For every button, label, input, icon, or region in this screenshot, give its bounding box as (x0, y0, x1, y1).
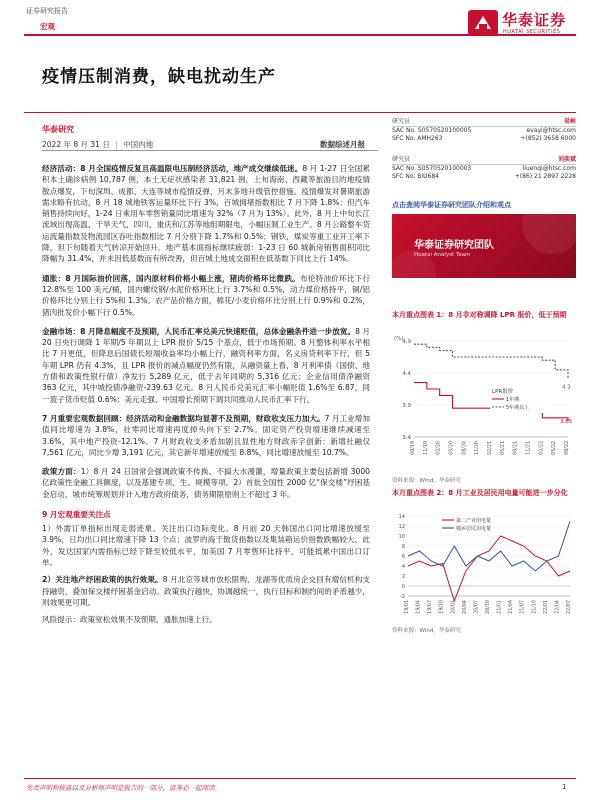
title-divider (24, 112, 576, 113)
chart1-y-tick: 4.9 (402, 339, 411, 345)
chart1-x-tick: 02/20 (436, 441, 442, 455)
chart1-x-tick: 08/21 (513, 441, 519, 455)
para-policy (42, 466, 370, 500)
chart2-svg (392, 512, 576, 624)
chart1-legend-label: 1年期 (506, 397, 520, 403)
chart1-x-tick: 08/19 (411, 441, 416, 455)
chart1-end-label: 3.65 (560, 419, 573, 425)
chart1-legend-label: 5年期以上 (506, 405, 530, 411)
logo-mark-icon (468, 10, 498, 36)
chart2-x-tick: 21/01 (497, 600, 503, 614)
chart1-x-tick: 05/21 (500, 441, 506, 455)
para-focus-1: 1）外需订单指标出现走弱迹象。关注出口边际变化。8 月前 20 天韩国出口同比增速放缓至 3.9%，日均出口同比增速下降 13 个点；波罗的海干散货指数以及集装箱运价指数跌幅较大。此外，发达国家内需指标已经下降至较低水平，加美国 7 月零售环比持平，可能抵累中国出口订单。 (42, 524, 370, 567)
chart2-x-tick: 20/10 (486, 600, 491, 614)
analyst-sac: SAC No. S0570520100003 (392, 165, 472, 172)
chart1-y-tick: 4.4 (402, 371, 411, 377)
chart2-x-tick: 21/10 (532, 600, 538, 614)
analyst-phone: +(852) 3658 6000 (520, 135, 576, 142)
chart2-x-tick: 19/07 (428, 600, 434, 614)
chart2-x-tick: 20/04 (462, 600, 468, 614)
para-focus-2 (42, 574, 370, 608)
chart2-x-tick: 19/04 (416, 600, 422, 614)
analyst-role: 研究员 (392, 156, 411, 163)
para-inflation-body: 布伦特油价环比下行 12.8%至 100 美元/桶，国内螺纹钢/水泥价格环比上行 3.7%和 0.5%，动力煤价格持平，铜/铝价格环比分别上行 5%和 1.3%。农产品价格方面，棉花/小麦价格环比分别上行 0.9%和 0.2%，猪肉批发价小幅下行 0.5%。 (42, 273, 370, 317)
chart2-x-tick: 19/10 (439, 600, 445, 614)
chart2-x-tick: 22/04 (555, 600, 561, 614)
analyst-sfc: SFC No. AMH263 (392, 135, 443, 142)
chart1-legend-title: LPR报价 (492, 389, 514, 395)
footer-disclaimer: 免责声明和披露以及分析师声明是报告的一部分，请务必一起阅读。 (26, 784, 221, 792)
chart2-x-tick: 20/07 (474, 600, 480, 614)
chart1-x-tick: 11/21 (526, 441, 532, 455)
chart2-source: 资料来源：Wind，华泰研究 (392, 628, 461, 634)
report-type: 证券研究报告 (26, 7, 68, 15)
analyst-sfc: SFC No. BIU684 (392, 173, 439, 180)
chart2-x-tick: 20/01 (451, 600, 457, 614)
page-title: 疫情压制消费，缺电扰动生产 (42, 67, 276, 87)
chart2-x-tick: 22/07 (567, 600, 572, 614)
para-july-review (42, 413, 370, 458)
chart2-title: 本月重点图表 2：8 月工业及居民用电量可能进一步分化 (392, 489, 568, 497)
para-inflation-head: 通胀：8 月国际油价回落，国内原材料价格小幅上涨，猪肉价格环比微跌。 (42, 273, 300, 283)
para-economy-body: 8 月 1-27 日全国累积本土确诊病例 10,787 例，本土无症状感染者 31,821 例，上旬海南、西藏等旅游目的地疫情散点爆发，下旬深圳、成都、大连等城市疫情反弹，月末多地升级管控措施。疫情爆发对暑期旅游需求略有抗动，8 月 18 城地铁客运量环比下行 3%，百城拥堵指数相比 7 月下降 1.8%；但汽车销售持续向好，1-24 日乘用车零售销量同比增速为 32%（7 月为 13%）。此外，8 月上中旬长江流域出现高温、干旱天气，四川、重庆和江苏等地组期限电，小幅压制工业生产。8 月公路整车货运流量指数及物流园区吞吐指数相比 7 月分别下降 1.7%和 0.5%；钢铁，煤炭等重工业开工率下降，但下旬随着天气转凉开始回升。地产基本面指标继续疲弱：1-23 日 60 城新房销售面积同比降幅为 31.4%，并未因低基数而有所改善，但百城土地成交面积在低基数下同比上行 14%。 (42, 164, 370, 264)
footer-divider (24, 778, 576, 779)
chart2-x-tick: 19/01 (405, 600, 410, 614)
chart1-y-tick: 3.4 (402, 435, 411, 441)
chart2-y-tick: 0 (401, 584, 405, 590)
chart2-legend-label: 第二产业用电量 (456, 518, 492, 524)
para-economy-head: 经济活动：8 月全国疫情反复且高温限电压制经济活动，地产成交继续低迷。 (42, 164, 303, 173)
chart2-y-tick: 6 (401, 554, 405, 560)
chart1-svg (392, 333, 576, 473)
chart1-source: 资料来源：Wind，华泰研究 (392, 478, 461, 484)
chart2 (392, 512, 576, 624)
page-number: 1 (562, 783, 567, 791)
chart2-y-tick: 10 (398, 534, 405, 540)
org-label: 华泰研究 (42, 125, 74, 134)
chart1-x-tick: 08/22 (565, 441, 570, 455)
para-economy (42, 163, 370, 265)
para-finance-head: 金融市场：8 月降息幅度不及预期，人民币汇率兑美元快速贬值，总体金融条件进一步放宽。 (42, 326, 356, 336)
analyst-name: 刘奕斌 (557, 156, 576, 163)
chart1-x-tick: 11/20 (475, 441, 481, 455)
banner-title: 华泰证券研究团队 (414, 240, 494, 251)
analyst-role: 研究员 (392, 118, 411, 125)
chart1-x-tick: 05/22 (552, 441, 558, 455)
para-finance-body: 8 月 20 日央行调降 1 年期/5 年期以上 LPR 报价 5/15 个基点，低于市场预期。8 月整体利率水平相比 7 月更低，但降息后国债长短端收益率均小幅上行，融资利率方面，名义房贷利率下行，但 5 年期 LPR 仍有 4.3%，且 LPR 报价的减点幅度仍然有限，从融资量上看，8 月利率债（国债、地方债和政策性银行债）净发行 5,289 亿元，低于去年同期的 5,316 亿元；企业信用债净融资 363 亿元，其中城投债净融资-239.63 亿元。8 月人民币兑美元汇率小幅贬值 1.6%至 6.87，同一篮子货币贬值 0.6%；美元走强、中国增长预期下调共同推动人民币汇率下行。 (42, 326, 370, 404)
chart1-title: 本月重点图表 1：8 月非对称调降 LPR 报价，低于预期 (392, 311, 567, 319)
para-policy-head: 政策方面： (42, 467, 81, 477)
para-policy-body: 1）8 月 24 日国常会强调政策不传换、不搞大水漫灌，增量政策主要包括新增 3000 亿政策性金融工具额度，以及基建专项、生、规模等项。2）首批全国性 2000 亿“保交楼”纾困基金启动，城市统筹规划并计入地方政府债务，债务期限原则上不超过 3 年。 (42, 467, 371, 499)
chart1-x-tick: 08/20 (462, 441, 468, 455)
chart2-y-tick: 14 (398, 514, 405, 520)
chart1 (392, 333, 576, 473)
team-banner[interactable] (392, 214, 576, 278)
chart2-y-tick: 2 (401, 574, 405, 580)
chart2-legend (442, 517, 491, 532)
para-july-head: 7 月重要宏观数据回顾：经济活动和金融数据均显著不及预期，财政收支压力加大。 (42, 413, 325, 423)
para-july-body: 7 月工业增加值同比增速为 3.8%，社零同比增速再度掉头向下至 2.7%。固定资产投资增速继续减速至 3.6%，其中地产投资-12.1%。7 月财政收支矛盾加剧且显性地方财政赤字创新：新增社融仅 7,561 亿元，同比少增 3,191 亿元，其它新年增速放缓至 8.8%，同比增速放缓至 10.7%。 (42, 413, 370, 457)
chart1-end-label: 4.3 (562, 384, 571, 391)
chart2-y-tick: 12 (398, 524, 405, 530)
chart1-unit: (%) (394, 336, 404, 342)
chart1-x-tick: 05/20 (449, 441, 455, 455)
chart2-legend-label: 城乡居民用电量 (456, 526, 492, 532)
para-focus-2-body: 8 月北京等城市放松限购，龙湖等优质房企交回有增信机构支持融资，叠加保交楼纾困基金启动。政策执行越快，协调越统一，执行目标和制约间的矛盾越少，则效果更可期。 (42, 575, 370, 607)
para-inflation (42, 273, 370, 318)
chart1-series-line (414, 344, 568, 379)
chart2-y-tick: 8 (401, 544, 405, 550)
chart1-x-tick: 11/19 (423, 441, 429, 455)
analyst-card-2 (392, 156, 576, 181)
meta-divider (42, 150, 378, 151)
report-meta: 2022 年 8 月 31 日 | 中国内地 (42, 140, 154, 149)
risk-note: 风险提示：政策宽松效果不及预期，通胀加速上行。 (42, 615, 217, 625)
chart2-x-tick: 21/07 (520, 600, 526, 614)
chart1-x-tick: 02/21 (488, 441, 493, 455)
banner-subtitle: Huatai Analyst Team (414, 252, 471, 258)
chart2-x-tick: 22/01 (543, 600, 549, 614)
logo-sub: HUATAI SECURITIES (503, 29, 561, 35)
analyst-sac: SAC No. S0570520100005 (392, 127, 472, 134)
analyst-email[interactable]: liuenqi@htsc.com (522, 165, 576, 172)
category-label: 宏观 (40, 22, 55, 31)
analyst-card-1 (392, 118, 576, 143)
para-focus-2-head: 2）关注地产纾困政策的执行效果。 (42, 575, 163, 585)
report-region: 中国内地 (123, 140, 154, 149)
analyst-name: 易峘 (563, 118, 576, 125)
main-text (42, 163, 370, 625)
analyst-email[interactable]: evayi@htsc.com (526, 127, 576, 134)
report-date: 2022 年 8 月 31 日 (42, 140, 110, 149)
logo-name: 华泰证券 (502, 11, 567, 29)
analyst-phone: +(86) 21 2897 2228 (514, 173, 576, 180)
chart1-legend (490, 387, 552, 413)
chart1-x-tick: 02/22 (539, 441, 545, 455)
chart2-y-tick: -2 (400, 594, 405, 600)
chart2-y-tick: 4 (401, 564, 405, 570)
report-kind: 数据综述月报 (320, 140, 365, 149)
team-link[interactable]: 点击查阅华泰证券研究团队介绍和观点 (392, 201, 511, 209)
para-finance (42, 326, 370, 405)
chart2-x-tick: 21/04 (509, 600, 515, 614)
company-logo (468, 8, 576, 40)
chart1-y-tick: 3.9 (402, 403, 411, 409)
section-title: 9 月宏观重要关注点 (42, 510, 111, 520)
